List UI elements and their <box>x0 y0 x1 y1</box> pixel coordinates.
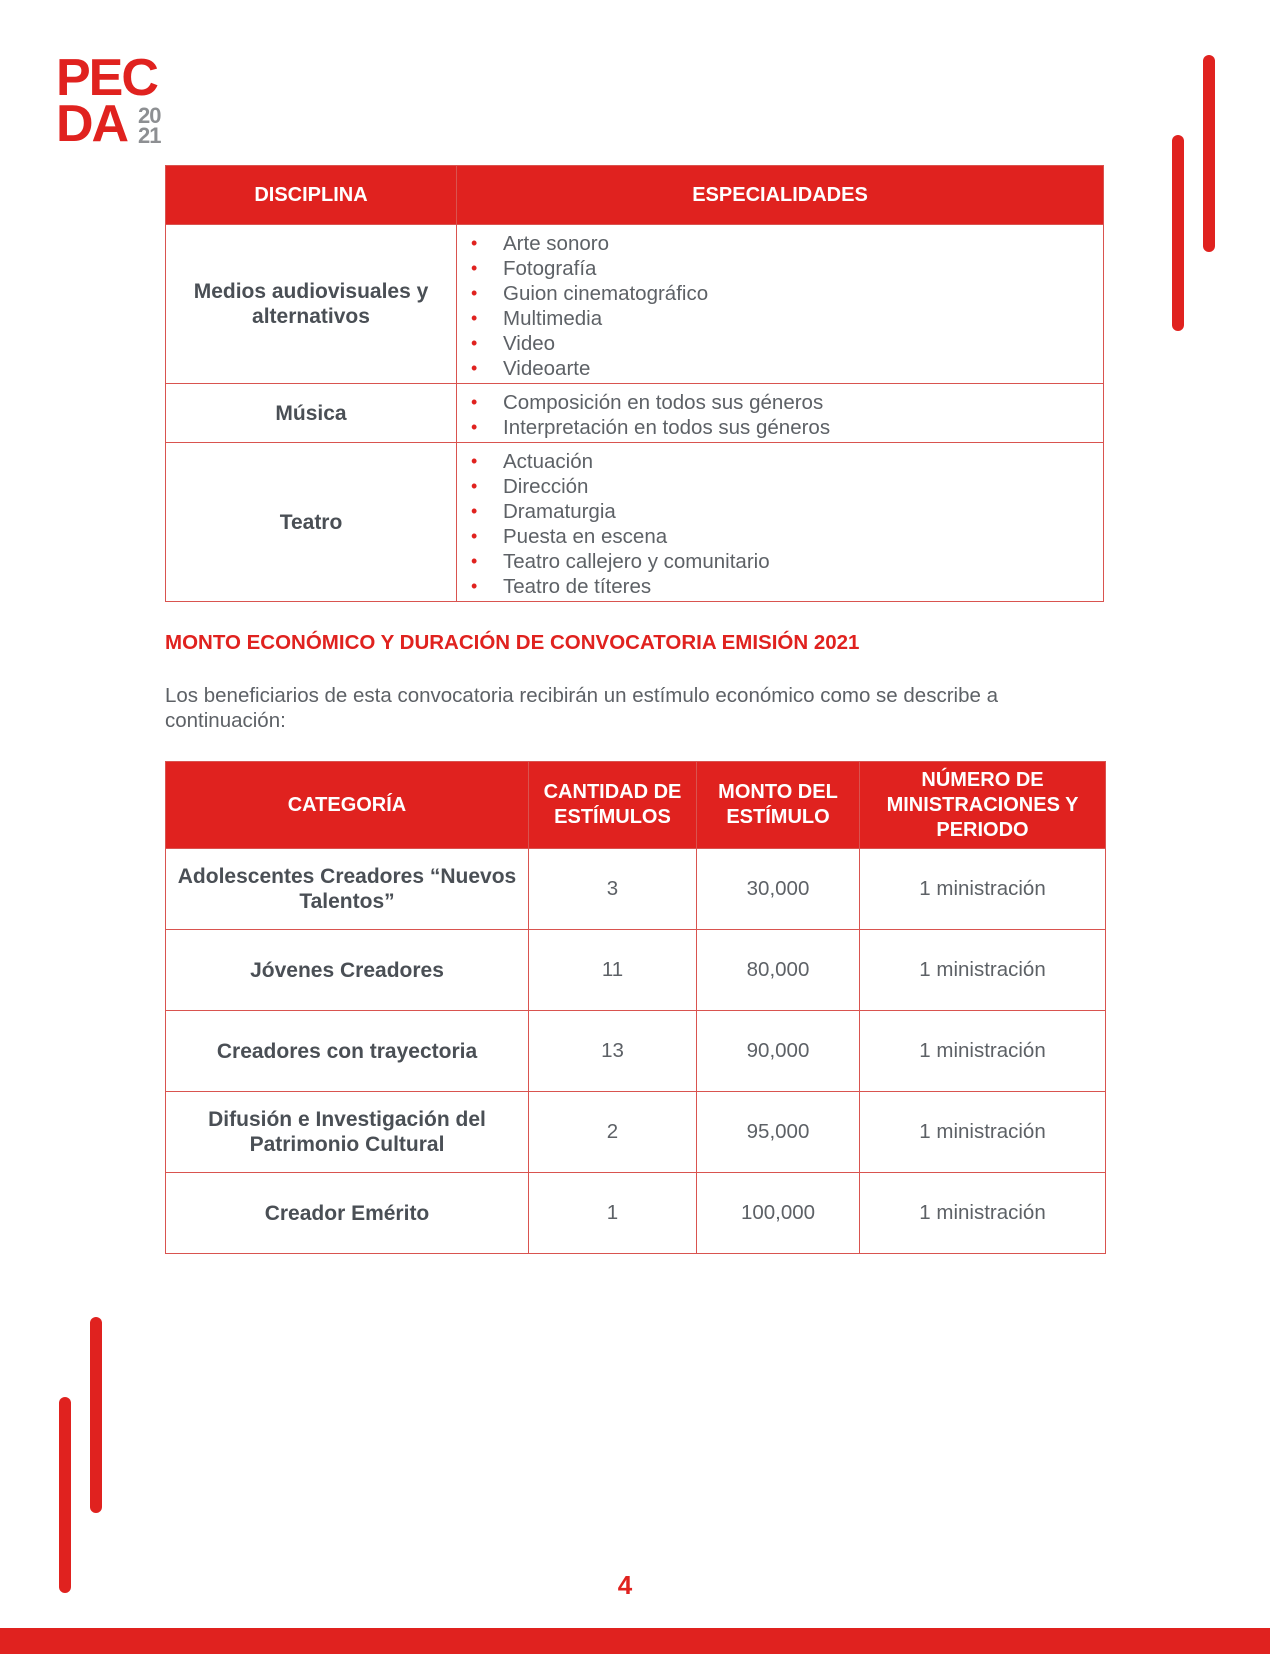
specialty-text: Teatro callejero y comunitario <box>503 550 770 573</box>
logo-year-bottom: 21 <box>138 123 161 148</box>
list-item <box>457 524 1103 549</box>
specialty-text: Dirección <box>503 475 589 498</box>
bullet-icon: • <box>471 576 478 596</box>
list-item <box>457 281 1103 306</box>
stimulus-table <box>165 761 1106 1254</box>
list-item <box>457 415 1103 440</box>
table-row <box>166 1011 1106 1092</box>
column-header: CATEGORÍA <box>166 762 529 849</box>
quantity-cell: 2 <box>529 1092 697 1173</box>
table-row <box>166 1173 1106 1254</box>
list-item <box>457 549 1103 574</box>
list-item <box>457 231 1103 256</box>
table-row <box>166 849 1106 930</box>
specialty-text: Videoarte <box>503 357 591 380</box>
logo-year-top: 20 <box>138 103 161 128</box>
bullet-icon: • <box>471 283 478 303</box>
specialty-text: Dramaturgia <box>503 500 616 523</box>
page-number: 4 <box>617 1570 633 1600</box>
bullet-icon: • <box>471 501 478 521</box>
ministrations-cell: 1 ministración <box>860 930 1106 1011</box>
bullet-icon: • <box>471 526 478 546</box>
section-heading: MONTO ECONÓMICO Y DURACIÓN DE CONVOCATORIA EMISIÓN 2021 <box>165 631 860 654</box>
discipline-cell: Teatro <box>166 443 457 602</box>
specialties-cell <box>457 225 1104 384</box>
bullet-icon: • <box>471 233 478 253</box>
bullet-icon: • <box>471 476 478 496</box>
category-cell: Creador Emérito <box>166 1173 529 1254</box>
intro-paragraph: Los beneficiarios de esta convocatoria recibirán un estímulo económico como se describe a continuación: <box>165 684 998 732</box>
list-item <box>457 474 1103 499</box>
list-item <box>457 499 1103 524</box>
column-header: ESPECIALIDADES <box>457 166 1104 225</box>
disciplines-table <box>165 165 1104 602</box>
bullet-icon: • <box>471 333 478 353</box>
logo-line-2: DA <box>56 95 128 153</box>
quantity-cell: 3 <box>529 849 697 930</box>
bullet-icon: • <box>471 451 478 471</box>
bullet-icon: • <box>471 392 478 412</box>
specialty-text: Puesta en escena <box>503 525 668 548</box>
decorative-bar <box>59 1397 71 1593</box>
bullet-icon: • <box>471 551 478 571</box>
decorative-bar <box>90 1317 102 1513</box>
list-item <box>457 390 1103 415</box>
specialties-cell <box>457 443 1104 602</box>
quantity-cell: 13 <box>529 1011 697 1092</box>
amount-cell: 30,000 <box>697 849 860 930</box>
discipline-cell: Música <box>166 384 457 443</box>
column-header: CANTIDAD DE ESTÍMULOS <box>529 762 697 849</box>
specialty-text: Multimedia <box>503 307 603 330</box>
bullet-icon: • <box>471 417 478 437</box>
amount-cell: 80,000 <box>697 930 860 1011</box>
ministrations-cell: 1 ministración <box>860 849 1106 930</box>
quantity-cell: 1 <box>529 1173 697 1254</box>
footer-bar <box>0 1628 1270 1654</box>
bullet-icon: • <box>471 358 478 378</box>
table-header-row <box>166 762 1106 849</box>
table-row <box>166 443 1104 602</box>
pecda-logo <box>56 49 176 153</box>
table-row <box>166 1092 1106 1173</box>
specialty-text: Teatro de títeres <box>503 575 652 598</box>
specialty-text: Video <box>503 332 556 355</box>
specialty-text: Fotografía <box>503 257 597 280</box>
logo-line-1: PEC <box>56 49 157 107</box>
specialty-text: Guion cinematográfico <box>503 282 709 305</box>
table-row <box>166 930 1106 1011</box>
ministrations-cell: 1 ministración <box>860 1173 1106 1254</box>
amount-cell: 95,000 <box>697 1092 860 1173</box>
table-row <box>166 384 1104 443</box>
list-item <box>457 356 1103 381</box>
decorative-bar <box>1172 135 1184 331</box>
list-item <box>457 306 1103 331</box>
amount-cell: 90,000 <box>697 1011 860 1092</box>
list-item <box>457 574 1103 599</box>
column-header: DISCIPLINA <box>166 166 457 225</box>
amount-cell: 100,000 <box>697 1173 860 1254</box>
list-item <box>457 331 1103 356</box>
category-cell: Difusión e Investigación del Patrimonio Cultural <box>166 1092 529 1173</box>
column-header: NÚMERO DE MINISTRACIONES Y PERIODO <box>860 762 1106 849</box>
category-cell: Creadores con trayectoria <box>166 1011 529 1092</box>
specialty-text: Arte sonoro <box>503 232 609 255</box>
column-header: MONTO DEL ESTÍMULO <box>697 762 860 849</box>
specialty-text: Interpretación en todos sus géneros <box>503 416 831 439</box>
category-cell: Jóvenes Creadores <box>166 930 529 1011</box>
specialty-text: Composición en todos sus géneros <box>503 391 824 414</box>
discipline-cell: Medios audiovisuales y alternativos <box>166 225 457 384</box>
category-cell: Adolescentes Creadores “Nuevos Talentos” <box>166 849 529 930</box>
quantity-cell: 11 <box>529 930 697 1011</box>
list-item <box>457 256 1103 281</box>
list-item <box>457 449 1103 474</box>
ministrations-cell: 1 ministración <box>860 1092 1106 1173</box>
decorative-bar <box>1203 55 1215 252</box>
specialty-text: Actuación <box>503 450 594 473</box>
table-header-row <box>166 166 1104 225</box>
ministrations-cell: 1 ministración <box>860 1011 1106 1092</box>
bullet-icon: • <box>471 308 478 328</box>
table-row <box>166 225 1104 384</box>
bullet-icon: • <box>471 258 478 278</box>
specialties-cell <box>457 384 1104 443</box>
